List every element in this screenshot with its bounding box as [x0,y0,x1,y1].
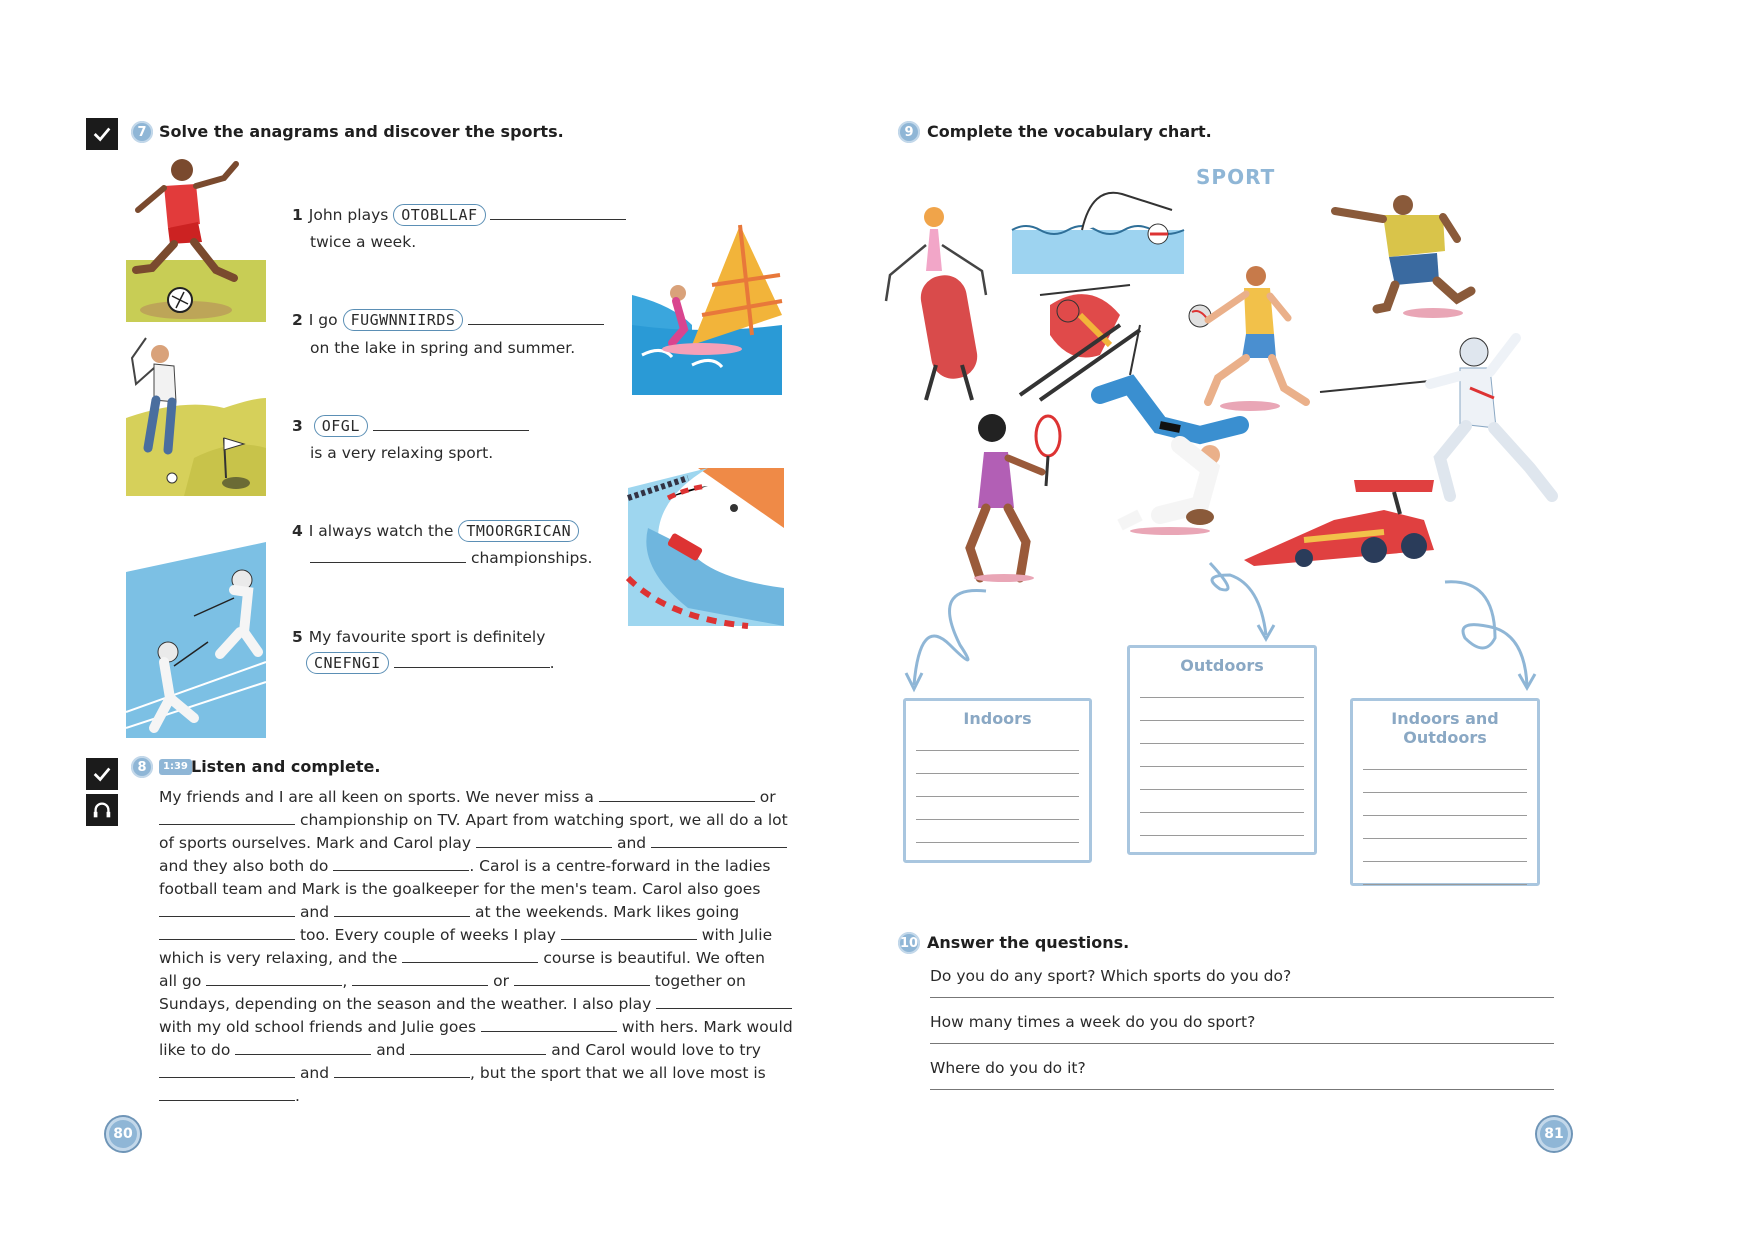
indoors-box-title: Indoors [963,709,1032,728]
answer-line[interactable] [916,751,1079,774]
exercise-7-number: 7 [131,121,153,143]
answer-line[interactable] [930,1089,1554,1090]
athlete-running-illustration [1333,195,1483,317]
exercise-8-title: Listen and complete. [191,757,381,776]
tennis-player-illustration [954,412,1064,582]
ex7-item-5-line2: CNEFNGI . [306,650,555,677]
outdoors-box [1127,645,1317,855]
answer-blank[interactable] [352,970,488,986]
ex7-item-2-line2: on the lake in spring and summer. [310,339,576,357]
outdoors-box-title: Outdoors [1180,656,1264,675]
answer-line[interactable] [1140,790,1304,813]
anagram-badge: CNEFNGI [306,652,389,674]
ex7-item-3-line2: is a very relaxing sport. [310,444,494,462]
answer-blank[interactable] [481,1016,617,1032]
answer-line[interactable] [1140,767,1304,790]
answer-line[interactable] [1140,744,1304,767]
answer-line[interactable] [930,997,1554,998]
answer-line[interactable] [1363,793,1527,816]
arrow-to-both-icon [1435,578,1555,693]
ex7-item-3: 3 OFGL [292,413,529,440]
answer-line[interactable] [930,1043,1554,1044]
completed-check-icon [86,118,118,150]
anagram-badge: FUGWNNIIRDS [343,309,464,331]
anagram-badge: OTOBLLAF [393,204,485,226]
answer-blank[interactable] [561,924,697,940]
answer-blank[interactable] [310,545,466,563]
answer-blank[interactable] [159,1062,295,1078]
answer-line[interactable] [916,728,1079,751]
audio-track-badge[interactable]: 1:39 [159,759,192,775]
answer-line[interactable] [1140,675,1304,698]
chart-heading: SPORT [1196,165,1276,189]
answer-line[interactable] [1363,862,1527,885]
headphones-icon[interactable] [86,794,118,826]
ex7-item-1-line2: twice a week. [310,233,417,251]
windsurfer-illustration [632,225,782,395]
anagram-badge: OFGL [314,415,368,437]
answer-blank[interactable] [656,993,792,1009]
question-2 [930,1013,1554,1044]
answer-blank[interactable] [159,809,295,825]
answer-line[interactable] [916,797,1079,820]
pommel-horse-gymnast-illustration [886,205,996,400]
answer-blank[interactable] [651,832,787,848]
answer-blank[interactable] [159,1085,295,1101]
ex7-item-4: 4 I always watch the TMOORGRICAN [292,518,579,545]
judo-illustration [1090,385,1260,535]
answer-blank[interactable] [476,832,612,848]
answer-line[interactable] [1140,698,1304,721]
golfer-illustration [124,338,270,498]
answer-blank[interactable] [410,1039,546,1055]
ex7-item-5: 5 My favourite sport is definitely [292,628,546,646]
answer-blank[interactable] [333,855,469,871]
answer-blank[interactable] [468,307,604,325]
question-3 [930,1059,1554,1090]
question-1 [930,967,1554,998]
answer-line[interactable] [1363,816,1527,839]
race-track-illustration [628,468,784,626]
answer-blank[interactable] [394,650,550,668]
answer-blank[interactable] [334,1062,470,1078]
question-text: Do you do any sport? Which sports do you do? [930,967,1292,985]
ex7-item-2: 2 I go FUGWNNIIRDS [292,307,604,334]
ex7-item-1: 1 John plays OTOBLLAF [292,202,626,229]
question-text: How many times a week do you do sport? [930,1013,1256,1031]
ex7-item-4-line2: championships. [310,545,592,572]
exercise-9-title: Complete the vocabulary chart. [927,122,1212,141]
answer-line[interactable] [916,820,1079,843]
answer-blank[interactable] [334,901,470,917]
ex8-paragraph: My friends and I are all keen on sports. We never miss a or championship on TV. Apart from watching sport, we all do a lot of sports ourselves. Mark and Carol play and and they also both do . Carol is a centre-forward in the ladies football team and Mark is the goalkeeper for the men's team. Carol also goes and at the weekends. Mark likes going too. Every couple of weeks I play with Julie which is very relaxing, and the course is beautiful. We often all go , or together on Sundays, depending on the season and the weather. I also play with my old school friends and Julie goes with hers. Mark would like to do and and Carol would love to try and , but the sport that we all love most is . [159,788,793,1105]
fencer-illustration [1320,328,1560,498]
page-number-right: 81 [1537,1117,1571,1151]
exercise-7-title: Solve the anagrams and discover the sports. [159,122,564,141]
football-player-illustration [124,158,270,323]
answer-line[interactable] [1363,747,1527,770]
answer-blank[interactable] [159,901,295,917]
exercise-8-number: 8 [131,756,153,778]
exercise-10-title: Answer the questions. [927,933,1130,952]
anagram-badge: TMOORGRICAN [458,520,579,542]
exercise-10-number: 10 [898,932,920,954]
question-text: Where do you do it? [930,1059,1086,1077]
page-number-left: 80 [106,1117,140,1151]
answer-line[interactable] [1363,770,1527,793]
answer-line[interactable] [1363,839,1527,862]
answer-blank[interactable] [514,970,650,986]
answer-blank[interactable] [402,947,538,963]
indoors-and-outdoors-box-title: Indoors and Outdoors [1391,709,1499,747]
answer-line[interactable] [1140,721,1304,744]
indoors-box [903,698,1092,863]
fencing-duel-illustration [124,542,270,738]
arrow-to-outdoors-icon [1200,555,1290,645]
answer-blank[interactable] [235,1039,371,1055]
answer-blank[interactable] [599,786,755,802]
answer-line[interactable] [1140,813,1304,836]
arrow-to-indoors-icon [900,585,1010,695]
completed-check-icon [86,758,118,790]
answer-blank[interactable] [206,970,342,986]
answer-blank[interactable] [490,202,626,220]
indoors-and-outdoors-box [1350,698,1540,886]
exercise-9-number: 9 [898,121,920,143]
swimmer-illustration [1012,186,1184,274]
answer-line[interactable] [916,774,1079,797]
answer-blank[interactable] [373,413,529,431]
answer-blank[interactable] [159,924,295,940]
